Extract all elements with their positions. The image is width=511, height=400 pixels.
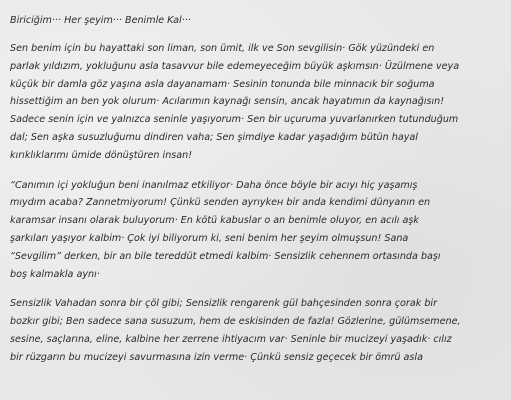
letter-title: Biriciğim··· Her şeyim··· Benimle Kal··· <box>10 15 191 26</box>
text-line: boş kalmakla aynı· <box>10 268 100 280</box>
text-line: hissettiğim an ben yok olurum· Acılarımın kaynağı sensin, ancak hayatımın da kaynağısın! <box>10 96 445 108</box>
text-line: küçük bir damla göz yaşına asla dayanamam· Sesinin tonunda bile minnacık bir soğuma <box>10 78 435 90</box>
text-line: sesine, saçlarına, eline, kalbine her zerrene ihtiyacım var· Seninle bir mucizeyi yaşadık· cılız <box>10 333 452 345</box>
text-line: Sadece senin için ve yalnızca seninle yaşıyorum· Sen bir uçuruma yuvarlanırken tutunduğum <box>10 114 459 126</box>
text-line: kırıklıklarımı ümide dönüştüren insan! <box>10 149 193 161</box>
paragraph-2 <box>10 177 501 284</box>
text-line: bozkır gibi; Ben sadece sana susuzum, hem de eskisinden de fazla! Gözlerine, gülümsemene, <box>10 316 461 328</box>
text-line: mıydım acaba? Zannetmiyorum! Çünkü senden ayrıykeн bir anda kendimi dünyanın en <box>10 197 431 209</box>
text-line: parlak yıldızım, yokluğunu asla tasavvur bile edemeyeceğim büyük aşkımsın· Üzülmene veya <box>10 60 460 72</box>
text-line: Sensizlik Vahadan sonra bir çöl gibi; Sensizlik rengarenk gül bahçesinden sonra çorak bir <box>10 298 438 310</box>
text-line: “Canımın içi yokluğun beni inanılmaz etkiliyor· Daha önce böyle bir acıyı hiç yaşamış <box>10 179 418 191</box>
paragraph-1 <box>10 40 501 165</box>
text-line: karamsar insanı olarak buluyorum· En kötü kabuslar o an benimle oluyor, en acılı aşk <box>10 215 419 227</box>
text-line: bir rüzgarın bu mucizeyi savurmasına izin verme· Çünkü sensiz geçecek bir ömrü asla <box>10 351 423 363</box>
paragraph-3 <box>10 295 501 366</box>
text-line: Sen benim için bu hayattaki son liman, son ümit, ilk ve Son sevgilisin· Gök yüzündeki en <box>10 43 435 54</box>
text-line: şarkıları yaşıyor kalbim· Çok iyi biliyorum ki, seni benim her şeyim olmuşsun! Sana <box>10 232 409 244</box>
text-line: dal; Sen aşka susuzluğumu dindiren vaha; Sen şimdiye kadar yaşadığım bütün hayal <box>10 131 418 143</box>
text-line: “Sevgilim” derken, bir an bile tereddüt etmedi kalbim· Sensizlik cehennem ortasında başı <box>10 250 441 262</box>
